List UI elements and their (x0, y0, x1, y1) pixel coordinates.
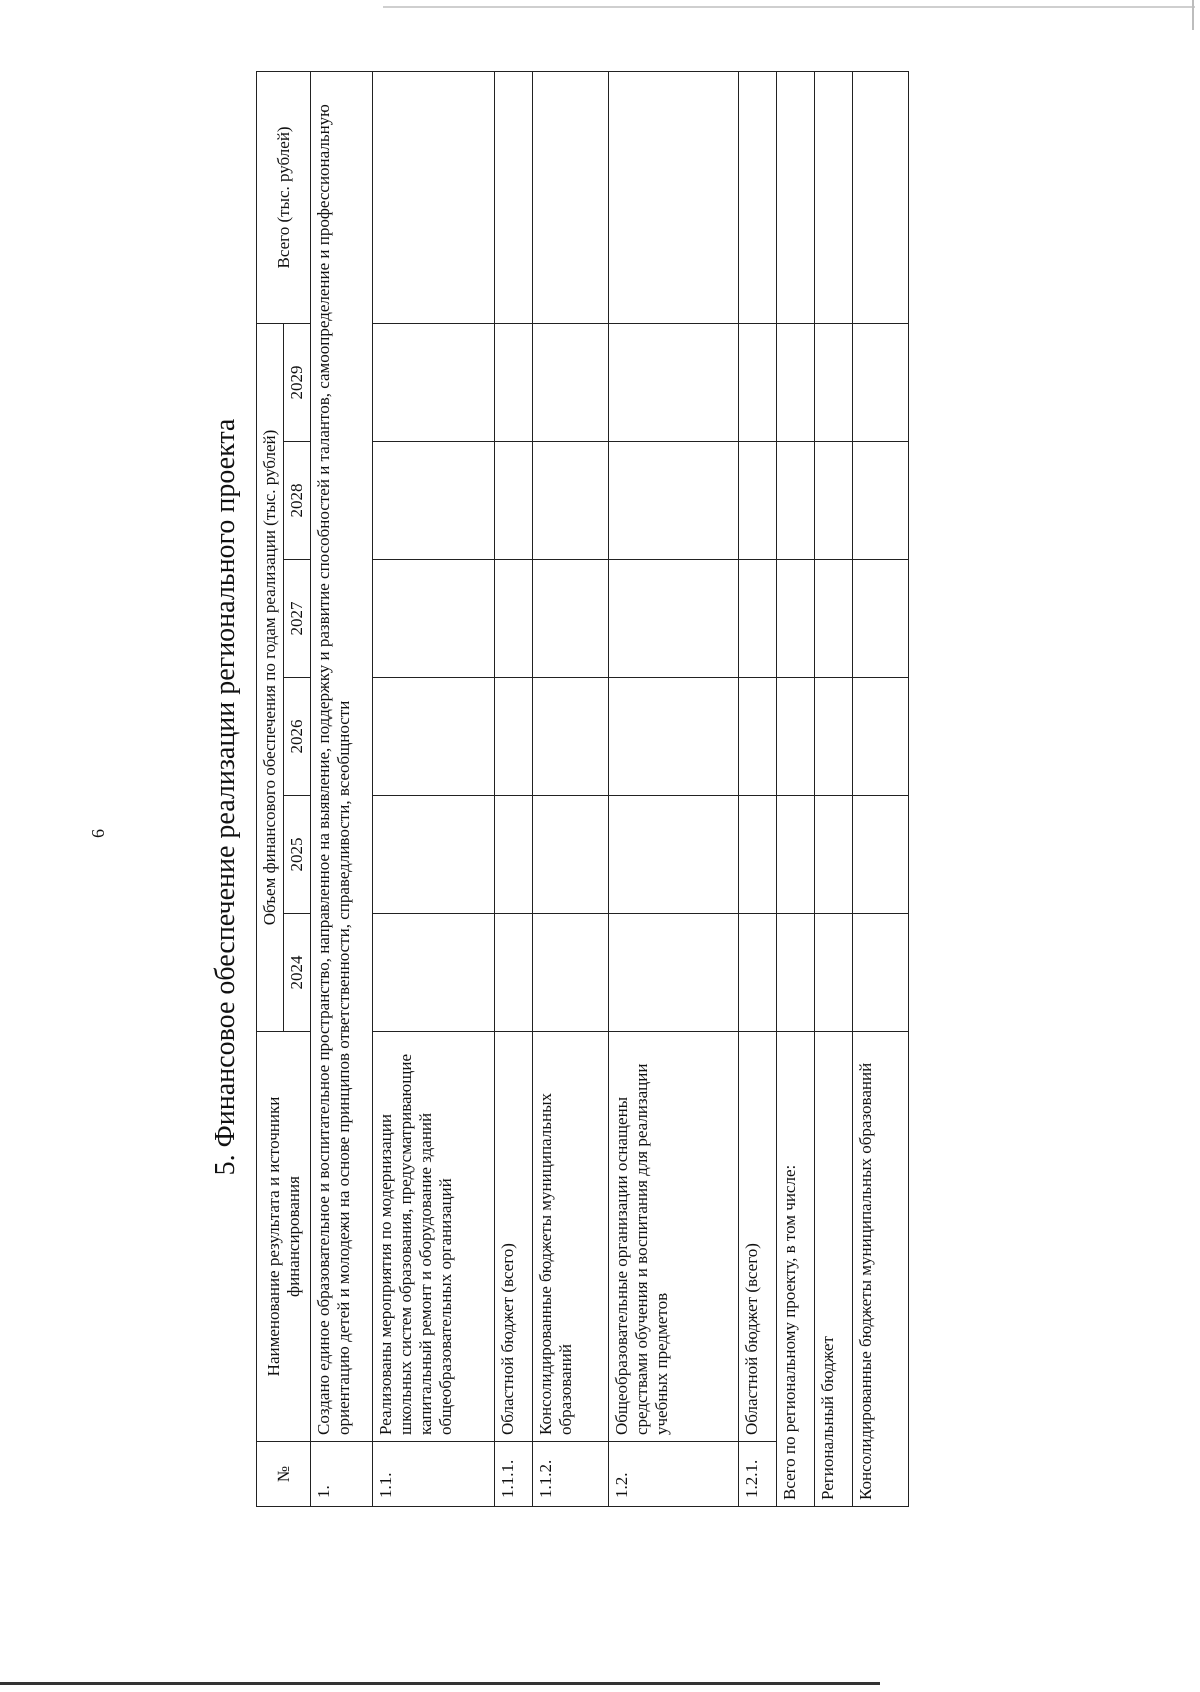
value-cell (739, 678, 777, 796)
value-cell (777, 914, 815, 1032)
header-year: 2026 (284, 678, 311, 796)
table-row (609, 71, 739, 1506)
value-cell (815, 442, 853, 560)
value-cell (739, 560, 777, 678)
value-cell (739, 914, 777, 1032)
row-num: 1.1.1. (495, 1442, 533, 1507)
header-volume-group: Объем финансового обеспечения по годам реализации (тыс. рублей) (257, 323, 284, 1031)
value-cell (373, 442, 495, 560)
value-cell (373, 678, 495, 796)
value-cell (533, 796, 609, 914)
value-cell (609, 796, 739, 914)
value-cell (815, 678, 853, 796)
row-num: 1.1. (373, 1442, 495, 1507)
scan-artifact-right (1192, 0, 1194, 30)
value-cell (853, 796, 909, 914)
value-cell (609, 560, 739, 678)
header-num: № (257, 1442, 311, 1507)
value-cell (373, 323, 495, 441)
value-cell (609, 323, 739, 441)
value-cell (739, 442, 777, 560)
value-cell (739, 796, 777, 914)
value-cell (495, 560, 533, 678)
value-cell (533, 323, 609, 441)
value-cell (609, 442, 739, 560)
scan-artifact-top (383, 6, 1195, 8)
row-name: Консолидированные бюджеты муниципальных образований (533, 1032, 609, 1442)
header-year: 2029 (284, 323, 311, 441)
task-text: Создано единое образовательное и воспитательное пространство, направленное на выявление, поддержку и развитие способностей и талантов, самоопределение и профессиональную ориентацию детей и молодежи на основе принципов ответственности, справедливости, всеобщности (311, 71, 373, 1441)
value-cell (815, 560, 853, 678)
value-cell (777, 796, 815, 914)
header-year: 2025 (284, 796, 311, 914)
value-cell (815, 796, 853, 914)
row-num: 1.2.1. (739, 1442, 777, 1507)
value-cell (373, 914, 495, 1032)
summary-row (777, 71, 815, 1506)
header-total: Всего (тыс. рублей) (257, 71, 311, 323)
value-cell (495, 442, 533, 560)
total-cell (815, 71, 853, 323)
value-cell (853, 323, 909, 441)
task-row (311, 71, 373, 1506)
value-cell (495, 914, 533, 1032)
row-name: Реализованы мероприятия по модернизации школьных систем образования, предусматривающие капитальный ремонт и оборудование зданий общеобразовательных организаций (373, 1032, 495, 1442)
value-cell (853, 678, 909, 796)
value-cell (777, 323, 815, 441)
task-num: 1. (311, 1442, 373, 1507)
value-cell (853, 914, 909, 1032)
row-name: Областной бюджет (всего) (739, 1032, 777, 1442)
value-cell (853, 442, 909, 560)
row-name: Областной бюджет (всего) (495, 1032, 533, 1442)
value-cell (853, 560, 909, 678)
table-row (495, 71, 533, 1506)
section-title: 5. Финансовое обеспечение реализации регионального проекта (210, 418, 241, 1176)
header-year: 2027 (284, 560, 311, 678)
total-cell (739, 71, 777, 323)
summary-row (815, 71, 853, 1506)
value-cell (777, 678, 815, 796)
summary-row (853, 71, 909, 1506)
table-row (739, 71, 777, 1506)
value-cell (777, 560, 815, 678)
value-cell (609, 678, 739, 796)
total-cell (373, 71, 495, 323)
value-cell (533, 560, 609, 678)
value-cell (533, 678, 609, 796)
value-cell (495, 796, 533, 914)
row-num: 1.2. (609, 1442, 739, 1507)
value-cell (815, 914, 853, 1032)
value-cell (495, 323, 533, 441)
financing-table (256, 71, 909, 1507)
header-year: 2024 (284, 914, 311, 1032)
total-cell (533, 71, 609, 323)
value-cell (739, 323, 777, 441)
value-cell (495, 678, 533, 796)
page-number: 6 (88, 829, 108, 838)
total-cell (495, 71, 533, 323)
total-cell (853, 71, 909, 323)
summary-name: Региональный бюджет (815, 1032, 853, 1507)
scan-artifact-bottom (0, 1682, 880, 1685)
value-cell (533, 442, 609, 560)
summary-name: Всего по региональному проекту, в том числе: (777, 1032, 815, 1507)
total-cell (777, 71, 815, 323)
header-row-1 (257, 71, 284, 1506)
value-cell (373, 560, 495, 678)
header-name: Наименование результата и источники финансирования (257, 1032, 311, 1442)
rotated-page-content (196, 72, 1200, 1572)
value-cell (815, 323, 853, 441)
table-row (533, 71, 609, 1506)
value-cell (373, 796, 495, 914)
header-year: 2028 (284, 442, 311, 560)
table-row (373, 71, 495, 1506)
row-num: 1.1.2. (533, 1442, 609, 1507)
value-cell (609, 914, 739, 1032)
summary-name: Консолидированные бюджеты муниципальных образований (853, 1032, 909, 1507)
total-cell (609, 71, 739, 323)
row-name: Общеобразовательные организации оснащены средствами обучения и воспитания для реализации учебных предметов (609, 1032, 739, 1442)
value-cell (533, 914, 609, 1032)
value-cell (777, 442, 815, 560)
